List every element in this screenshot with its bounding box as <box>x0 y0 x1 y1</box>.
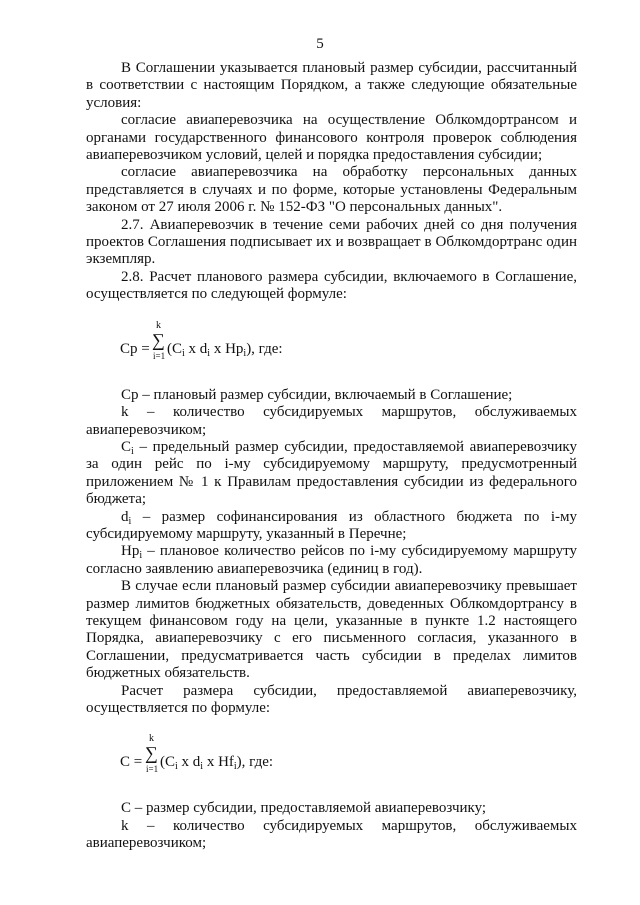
formula-lhs: C = <box>120 754 143 771</box>
definition-ci: $C_i$ – предельный размер субсидии, предоставляемой авиаперевозчику за один рейс по i-му субсидируемому маршруту, предусмотренный приложением № 1 к Правилам предоставления субсидии из федерального бюджета; <box>86 438 577 508</box>
formula-rhs: ($C_i$ x $d_i$ x $Hf_i$), где: <box>160 754 274 773</box>
definition-cp: Ср – плановый размер субсидии, включаемый в Соглашение; <box>121 386 513 403</box>
definition-hpi: $Hp_i$ – плановое количество рейсов по i-му субсидируемому маршруту согласно заявлению авиаперевозчика (единиц в год). <box>86 543 577 577</box>
page-number: 5 <box>316 36 324 52</box>
document-body <box>86 60 577 853</box>
sum-upper-limit: k <box>156 319 161 331</box>
definition-c: С – размер субсидии, предоставляемой авиаперевозчику; <box>121 800 487 817</box>
paragraph-calculation: Расчет размера субсидии, предоставляемой авиаперевозчику, осуществляется по формуле: <box>86 682 577 716</box>
sum-symbol: ∑ <box>152 329 165 350</box>
formula-lhs: Ср = <box>120 340 150 357</box>
paragraph-2-8: 2.8. Расчет планового размера субсидии, включаемого в Соглашение, осуществляется по следующей формуле: <box>86 268 577 303</box>
paragraph-agreement-conditions: В Соглашении указывается плановый размер субсидии, рассчитанный в соответствии с настоящим Порядком, а также следующие обязательные условия: <box>86 60 577 111</box>
formula-rhs: ($C_i$ x $d_i$ x $Hp_i$), где: <box>167 340 283 359</box>
formula-subsidy <box>86 733 577 776</box>
paragraph-consent-personal-data: согласие авиаперевозчика на обработку персональных данных представляется в случаях и по форме, которые установлены Федеральным законом от 27 июля 2006 г. № 152-ФЗ "О персональных данных". <box>86 164 577 216</box>
definition-k-2: k – количество субсидируемых маршрутов, обслуживаемых авиаперевозчиком; <box>86 817 577 852</box>
paragraph-consent-inspection: согласие авиаперевозчика на осуществление Облкомдортрансом и органами государственного финансового контроля проверок соблюдения авиаперевозчиком условий, целей и порядка предоставления субсидии; <box>86 112 577 164</box>
sum-lower-limit: i=1 <box>153 350 166 361</box>
sum-upper-limit: k <box>149 733 154 745</box>
definition-k: k – количество субсидируемых маршрутов, обслуживаемых авиаперевозчиком; <box>86 404 577 438</box>
paragraph-2-7: 2.7. Авиаперевозчик в течение семи рабочих дней со дня получения проектов Соглашения подписывает их и возвращает в Облкомдортранс один экземпляр. <box>86 216 577 268</box>
definition-di: $d_i$ – размер софинансирования из областного бюджета по i-му субсидируемому маршруту, указанный в Перечне; <box>86 508 577 542</box>
paragraph-limit-exceeded: В случае если плановый размер субсидии авиаперевозчику превышает размер лимитов бюджетных обязательств, доведенных Облкомдортрансу в текущем финансовом году на цели, указанные в пункте 1.2 настоящего Порядка, авиаперевозчику с его письменного согласия, указанного в Соглашении, предусматривается часть субсидии в пределах лимитов бюджетных обязательств. <box>86 578 577 682</box>
sum-symbol: ∑ <box>145 743 158 764</box>
formula-planned-subsidy <box>86 319 577 363</box>
sum-lower-limit: i=1 <box>146 764 159 775</box>
